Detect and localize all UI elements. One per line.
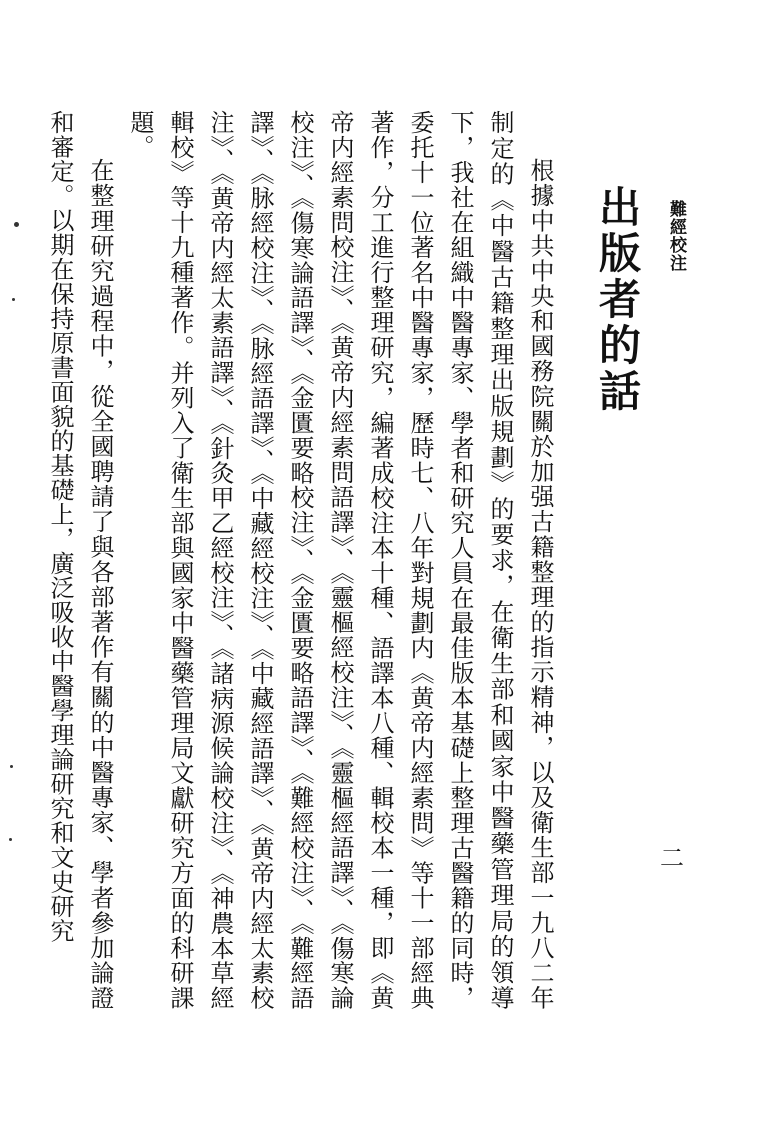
- running-header: 難經校注: [666, 200, 686, 272]
- page-number: 二: [660, 844, 684, 872]
- paragraph-2: 在整理研究過程中，從全國聘請了與各部著作有關的中醫專家、學者參加論證和審定。以期在保持原書面貌的基礎上，廣泛吸收中醫學理論研究和文史研究: [46, 110, 114, 1010]
- scan-speck: [12, 298, 15, 301]
- scan-speck: [10, 765, 13, 768]
- body-text: [40, 110, 560, 1010]
- page-title: 出版者的話: [593, 185, 642, 415]
- paragraph-1: 根據中共中央和國務院關於加强古籍整理的指示精神，以及衛生部一九八二年制定的《中醫古籍整理出版規劃》的要求，在衛生部和國家中醫藥管理局的領導下，我社在組織中醫專家、學者和研究人員在最佳版本基礎上整理古醫籍的同時，委托十一位著名中醫專家，歷時七、八年對規劃内《黄帝内經素問》等十一部經典著作，分工進行整理研究，編著成校注本十種、語譯本八種、輯校本一種，即《黄帝内經素問校注》、《黄帝内經素問語譯》、《靈樞經校注》、《靈樞經語譯》、《傷寒論校注》、《傷寒論語譯》、《金匱要略校注》、《金匱要略語譯》、《難經校注》、《難經語譯》、《脉經校注》、《脉經語譯》、《中藏經校注》、《中藏經語譯》、《黄帝内經太素校注》、《黄帝内經太素語譯》、《針灸甲乙經校注》、《諸病源候論校注》、《神農本草經輯校》等十九種著作。并列入了衛生部與國家中醫藥管理局文獻研究方面的科研課題。: [126, 110, 554, 1010]
- scan-speck: [9, 838, 12, 841]
- scan-speck: [14, 222, 19, 227]
